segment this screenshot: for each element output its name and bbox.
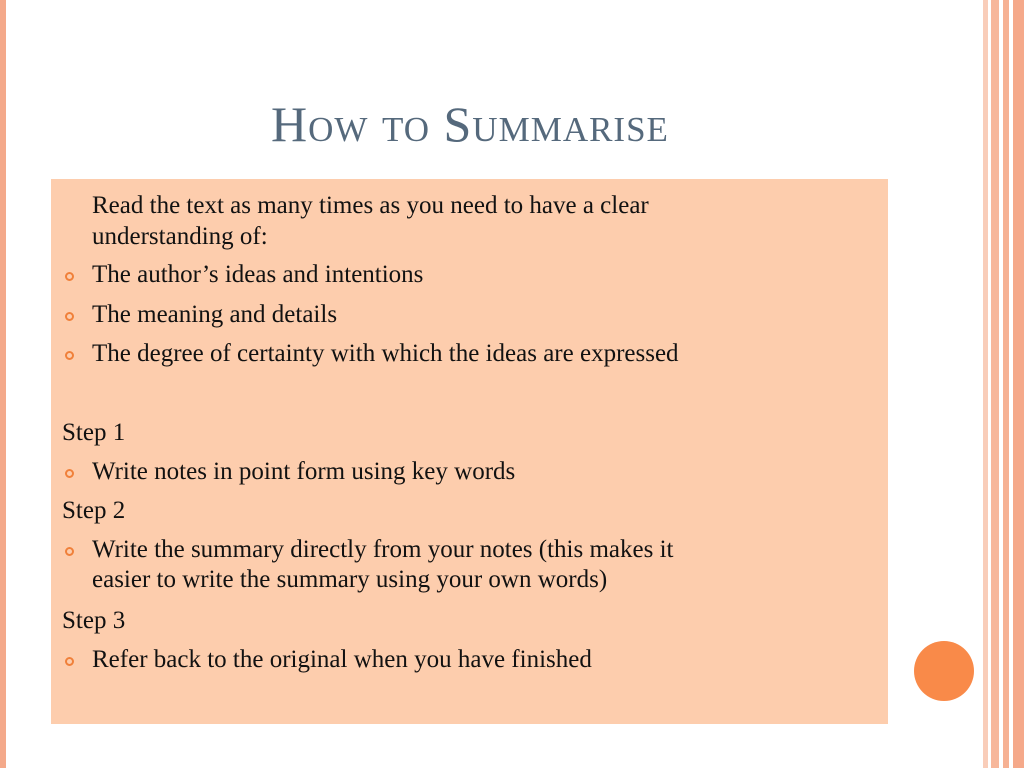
bullet-item-line-1: Write the summary directly from your notes (this makes it [92, 536, 674, 563]
step-2-label: Step 2 [62, 497, 126, 524]
intro-text-line-2: understanding of: [92, 223, 268, 250]
bullet-item: Write notes in point form using key words [92, 458, 516, 485]
right-frame-stripe [1003, 0, 1009, 768]
right-frame-stripe [991, 0, 999, 768]
bullet-icon [65, 351, 74, 360]
right-frame-stripe [1013, 0, 1024, 768]
bullet-icon [65, 272, 74, 281]
decorative-circle [914, 641, 974, 701]
bullet-icon [65, 547, 74, 556]
step-1-label: Step 1 [62, 419, 126, 446]
bullet-icon [65, 469, 74, 478]
right-frame-stripe [983, 0, 988, 768]
bullet-item: Refer back to the original when you have finished [92, 646, 592, 673]
slide-title: How to Summarise [271, 96, 669, 152]
bullet-item: The meaning and details [92, 301, 338, 328]
step-3-label: Step 3 [62, 607, 126, 634]
intro-text-line-1: Read the text as many times as you need to have a clear [92, 192, 649, 219]
content-box [51, 179, 888, 724]
bullet-item: The degree of certainty with which the ideas are expressed [92, 340, 679, 367]
bullet-item-line-2: easier to write the summary using your own words) [92, 566, 608, 593]
bullet-icon [65, 312, 74, 321]
bullet-item: The author’s ideas and intentions [92, 261, 424, 288]
bullet-icon [65, 657, 74, 666]
